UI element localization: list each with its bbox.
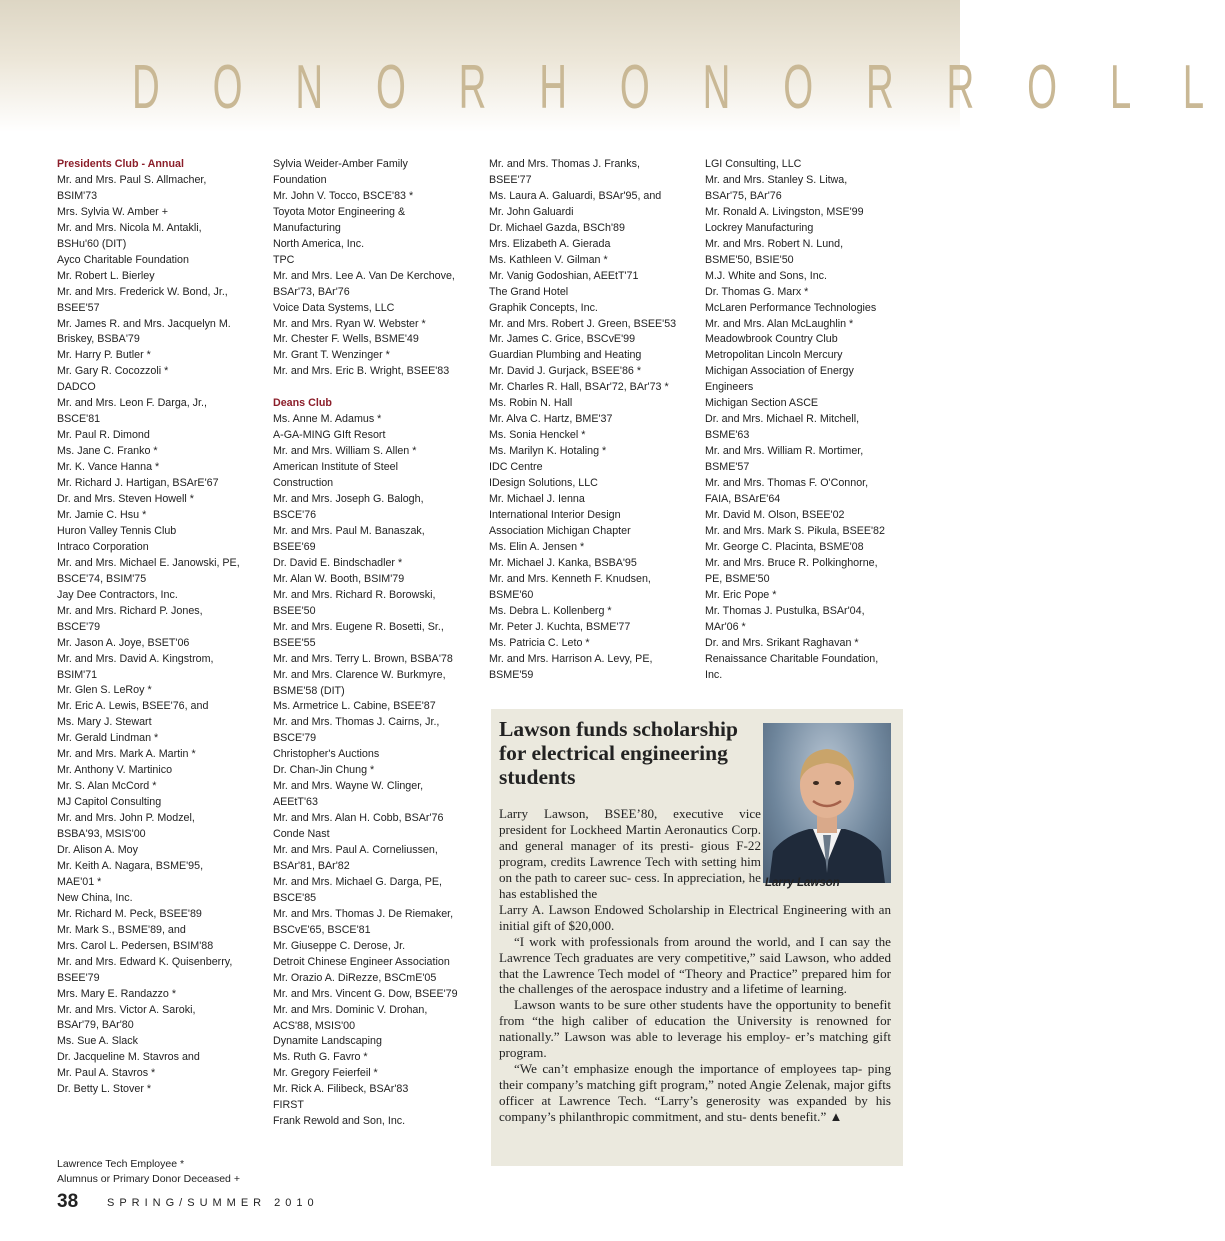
- donor-entry: Mr. and Mrs. Robert N. Lund,: [705, 237, 844, 250]
- donor-entry: Construction: [273, 477, 334, 490]
- donor-entry: Mr. and Mrs. Paul S. Allmacher,: [57, 173, 207, 186]
- donor-entry: Mr. K. Vance Hanna *: [57, 461, 160, 474]
- donor-entry: Inc.: [705, 668, 723, 681]
- donor-entry: Mr. Vanig Godoshian, AEEtT'71: [489, 269, 639, 282]
- donor-entry: Ms. Anne M. Adamus *: [273, 413, 382, 426]
- donor-entry: FAIA, BSArE'64: [705, 493, 781, 506]
- donor-entry: Mr. Paul A. Stavros *: [57, 1067, 156, 1080]
- donor-entry: Mr. and Mrs. Paul M. Banaszak,: [273, 524, 425, 537]
- donor-entry: BSCvE'65, BSCE'81: [273, 923, 371, 936]
- donor-entry: The Grand Hotel: [489, 285, 569, 298]
- donor-entry: Mrs. Mary E. Randazzo *: [57, 987, 177, 1000]
- donor-entry: Mr. Paul R. Dimond: [57, 429, 150, 442]
- donor-entry: Mr. Gary R. Cocozzoli *: [57, 365, 169, 378]
- donor-entry: Mr. Glen S. LeRoy *: [57, 684, 152, 697]
- donor-entry: IDesign Solutions, LLC: [489, 477, 598, 490]
- donor-entry: Mr. and Mrs. Lee A. Van De Kerchove,: [273, 269, 455, 282]
- donor-entry: Dr. Jacqueline M. Stavros and: [57, 1051, 200, 1064]
- donor-entry: BSEE'57: [57, 301, 100, 314]
- donor-entry: Mr. Eric A. Lewis, BSEE'76, and: [57, 700, 209, 713]
- donor-entry: Mr. Michael J. Kanka, BSBA'95: [489, 556, 637, 569]
- donor-entry: BSCE'76: [273, 509, 317, 522]
- donor-entry: Mr. and Mrs. Harrison A. Levy, PE,: [489, 652, 653, 665]
- symbol-legend: [57, 1157, 240, 1186]
- donor-entry: Mr. and Mrs. Dominic V. Drohan,: [273, 1003, 428, 1016]
- donor-entry: Mr. and Mrs. Alan McLaughlin *: [705, 317, 854, 330]
- donor-entry: Mr. Grant T. Wenzinger *: [273, 349, 390, 362]
- donor-entry: Mr. Richard J. Hartigan, BSArE'67: [57, 477, 219, 490]
- donor-entry: Lockrey Manufacturing: [705, 221, 814, 234]
- donor-entry: Detroit Chinese Engineer Association: [273, 955, 450, 968]
- article-paragraph: Lawson wants to be sure other students have the opportunity to benefit from “the high caliber of education the University is renowned for nationally.” Lawson was able to leverage his employ- er’s matching gift program.: [499, 997, 891, 1061]
- donor-entry: Mr. S. Alan McCord *: [57, 780, 157, 793]
- donor-entry: Mr. and Mrs. Mark S. Pikula, BSEE'82: [705, 524, 885, 537]
- donor-entry: Mr. and Mrs. Edward K. Quisenberry,: [57, 955, 233, 968]
- photo-caption: Larry Lawson: [765, 877, 840, 889]
- donor-entry: Mr. and Mrs. William S. Allen *: [273, 445, 417, 458]
- donor-entry: BSME'63: [705, 429, 750, 442]
- donor-column-2: [273, 157, 483, 1130]
- donor-entry: Mr. Gerald Lindman *: [57, 732, 159, 745]
- donor-entry: BSEE'55: [273, 636, 316, 649]
- donor-entry: BSCE'79: [273, 732, 317, 745]
- donor-entry: Dr. David E. Bindschadler *: [273, 556, 403, 569]
- donor-entry: Mr. and Mrs. Thomas J. Cairns, Jr.,: [273, 716, 440, 729]
- donor-entry: Mr. Jamie C. Hsu *: [57, 508, 147, 521]
- donor-entry: Mr. and Mrs. Victor A. Saroki,: [57, 1003, 196, 1016]
- donor-column-1: [57, 157, 267, 1098]
- donor-entry: Meadowbrook Country Club: [705, 333, 838, 346]
- donor-entry: Dr. Betty L. Stover *: [57, 1083, 152, 1096]
- donor-entry: Mr. and Mrs. William R. Mortimer,: [705, 445, 864, 458]
- donor-entry: Metropolitan Lincoln Mercury: [705, 349, 843, 362]
- donor-entry: Ms. Mary J. Stewart: [57, 716, 152, 729]
- donor-entry: Ayco Charitable Foundation: [57, 253, 189, 266]
- page-number: 38: [57, 1191, 79, 1212]
- donor-entry: MAE'01 *: [57, 875, 102, 888]
- sidebar-title: Lawson funds scholarship for electrical engineering students: [499, 717, 738, 789]
- donor-entry: Jay Dee Contractors, Inc.: [57, 588, 178, 601]
- donor-entry: Ms. Elin A. Jensen *: [489, 540, 585, 553]
- donor-entry: Ms. Marilyn K. Hotaling *: [489, 445, 607, 458]
- donor-entry: LGI Consulting, LLC: [705, 158, 802, 170]
- donor-entry: Mrs. Elizabeth A. Gierada: [489, 237, 611, 250]
- donor-entry: Dynamite Landscaping: [273, 1035, 382, 1048]
- donor-entry: Mr. Mark S., BSME'89, and: [57, 923, 186, 936]
- donor-entry: Mr. George C. Placinta, BSME'08: [705, 540, 864, 553]
- donor-entry: Conde Nast: [273, 828, 330, 841]
- donor-entry: Mr. and Mrs. Vincent G. Dow, BSEE'79: [273, 987, 458, 1000]
- donor-entry: BSME'58 (DIT): [273, 684, 345, 697]
- donor-entry: Guardian Plumbing and Heating: [489, 349, 642, 362]
- donor-entry: McLaren Performance Technologies: [705, 301, 877, 314]
- donor-entry: Mrs. Carol L. Pedersen, BSIM'88: [57, 939, 214, 952]
- donor-entry: Mr. and Mrs. Paul A. Corneliussen,: [273, 844, 438, 857]
- list-spacer: [273, 380, 483, 396]
- donor-entry: Mr. Charles R. Hall, BSAr'72, BAr'73 *: [489, 381, 669, 394]
- donor-entry: IDC Centre: [489, 461, 543, 474]
- donor-entry: Mr. and Mrs. Thomas J. De Riemaker,: [273, 907, 454, 920]
- article-paragraph: “We can’t emphasize enough the importance of employees tap- ping their company’s matching gift program,” noted Angie Zelenak, major gifts officer at Lawrence Tech. “Larry’s generosity was expanded by his company’s philanthropic commitment, and stu- dents benefit.” ▲: [499, 1061, 891, 1125]
- donor-entry: Mr. Chester F. Wells, BSME'49: [273, 333, 419, 346]
- donor-entry: Graphik Concepts, Inc.: [489, 301, 598, 314]
- donor-entry: Mr. and Mrs. Ryan W. Webster *: [273, 317, 426, 330]
- donor-entry: American Institute of Steel: [273, 461, 398, 474]
- donor-entry: Mr. James R. and Mrs. Jacquelyn M.: [57, 317, 231, 330]
- donor-entry: New China, Inc.: [57, 891, 133, 904]
- donor-entry: Mr. and Mrs. Alan H. Cobb, BSAr'76: [273, 812, 444, 825]
- donor-entry: Dr. and Mrs. Srikant Raghavan *: [705, 636, 859, 649]
- donor-entry: Mr. and Mrs. Richard R. Borowski,: [273, 588, 436, 601]
- donor-entry: BSCE'74, BSIM'75: [57, 572, 147, 585]
- donor-entry: Mr. and Mrs. Clarence W. Burkmyre,: [273, 668, 446, 681]
- donor-entry: BSEE'77: [489, 173, 532, 186]
- donor-entry: BSCE'85: [273, 891, 317, 904]
- donor-entry: Mr. Thomas J. Pustulka, BSAr'04,: [705, 604, 865, 617]
- donor-entry: Michigan Association of Energy: [705, 365, 854, 378]
- donor-entry: BSAr'81, BAr'82: [273, 859, 350, 872]
- donor-entry: Mr. Eric Pope *: [705, 588, 777, 601]
- article-body: [499, 806, 891, 1125]
- donor-entry: Ms. Armetrice L. Cabine, BSEE'87: [273, 700, 436, 713]
- donor-entry: Mr. and Mrs. Mark A. Martin *: [57, 748, 196, 761]
- donor-entry: Mr. and Mrs. Eric B. Wright, BSEE'83: [273, 365, 450, 378]
- donor-entry: Voice Data Systems, LLC: [273, 301, 395, 314]
- donor-entry: Mr. and Mrs. Leon F. Darga, Jr.,: [57, 397, 207, 410]
- donor-entry: Dr. and Mrs. Michael R. Mitchell,: [705, 413, 860, 426]
- donor-entry: Michigan Section ASCE: [705, 397, 819, 410]
- donor-entry: FIRST: [273, 1099, 304, 1112]
- donor-entry: Ms. Ruth G. Favro *: [273, 1051, 368, 1064]
- banner-title: D O N O R H O N O R R O L L: [132, 53, 1225, 122]
- donor-entry: Mr. and Mrs. Wayne W. Clinger,: [273, 780, 424, 793]
- legend-deceased: Alumnus or Primary Donor Deceased +: [57, 1172, 240, 1185]
- donor-entry: Mr. and Mrs. Bruce R. Polkinghorne,: [705, 556, 878, 569]
- donor-entry: Mr. and Mrs. Nicola M. Antakli,: [57, 221, 202, 234]
- donor-entry: M.J. White and Sons, Inc.: [705, 269, 827, 282]
- donor-entry: Dr. Alison A. Moy: [57, 843, 138, 856]
- donor-entry: BSEE'50: [273, 604, 316, 617]
- donor-entry: Christopher's Auctions: [273, 748, 380, 761]
- scholarship-sidebar: [491, 709, 903, 1166]
- donor-entry: Mr. John Galuardi: [489, 205, 574, 218]
- donor-entry: Huron Valley Tennis Club: [57, 524, 177, 537]
- donor-entry: Mr. Richard M. Peck, BSEE'89: [57, 907, 202, 920]
- donor-entry: AEEtT'63: [273, 796, 318, 809]
- donor-entry: Mr. Ronald A. Livingston, MSE'99: [705, 205, 864, 218]
- donor-column-3: [489, 157, 699, 683]
- donor-entry: BSIM'71: [57, 668, 98, 681]
- donor-entry: Mr. and Mrs. Michael G. Darga, PE,: [273, 875, 442, 888]
- donor-entry: BSAr'75, BAr'76: [705, 189, 782, 202]
- donor-entry: DADCO: [57, 381, 96, 394]
- donor-entry: BSBA'93, MSIS'00: [57, 828, 146, 841]
- donor-entry: BSCE'79: [57, 620, 101, 633]
- donor-entry: TPC: [273, 253, 295, 266]
- section-title: Presidents Club - Annual: [57, 158, 184, 170]
- donor-entry: North America, Inc.: [273, 237, 365, 250]
- donor-entry: Renaissance Charitable Foundation,: [705, 652, 879, 665]
- donor-entry: Dr. Thomas G. Marx *: [705, 285, 809, 298]
- donor-entry: Mr. and Mrs. John P. Modzel,: [57, 812, 195, 825]
- donor-entry: BSME'50, BSIE'50: [705, 253, 794, 266]
- donor-entry: Mr. Gregory Feierfeil *: [273, 1067, 378, 1080]
- donor-entry: MAr'06 *: [705, 620, 746, 633]
- article-paragraph: “I work with professionals from around the world, and I can say the Lawrence Tech graduates are very competitive,” said Lawson, who added that the Lawrence Tech model of “Theory and Practice” prepared him for the challenges of the aerospace industry and a lifetime of learning.: [499, 933, 891, 997]
- donor-entry: Sylvia Weider-Amber Family: [273, 158, 408, 170]
- donor-entry: Mr. Alva C. Hartz, BME'37: [489, 413, 613, 426]
- donor-entry: Mr. David M. Olson, BSEE'02: [705, 508, 845, 521]
- donor-entry: Mr. Jason A. Joye, BSET'06: [57, 636, 190, 649]
- donor-entry: Ms. Kathleen V. Gilman *: [489, 253, 608, 266]
- donor-entry: Mr. Keith A. Nagara, BSME'95,: [57, 859, 204, 872]
- donor-entry: BSIM'73: [57, 189, 98, 202]
- donor-entry: Dr. Chan-Jin Chung *: [273, 764, 375, 777]
- donor-entry: Mr. Alan W. Booth, BSIM'79: [273, 572, 405, 585]
- donor-entry: Mr. Rick A. Filibeck, BSAr'83: [273, 1083, 409, 1096]
- issue-label: SPRING/SUMMER 2010: [107, 1197, 319, 1209]
- donor-entry: Ms. Patricia C. Leto *: [489, 636, 590, 649]
- donor-entry: A-GA-MING GIft Resort: [273, 429, 386, 442]
- donor-entry: Manufacturing: [273, 221, 341, 234]
- donor-entry: Mr. and Mrs. Thomas F. O'Connor,: [705, 477, 869, 490]
- donor-entry: Mr. and Mrs. Terry L. Brown, BSBA'78: [273, 652, 453, 665]
- donor-entry: Mr. and Mrs. Thomas J. Franks,: [489, 158, 640, 170]
- donor-entry: Ms. Laura A. Galuardi, BSAr'95, and: [489, 189, 662, 202]
- banner: [0, 0, 1225, 132]
- donor-entry: Mr. and Mrs. Eugene R. Bosetti, Sr.,: [273, 620, 444, 633]
- donor-entry: Ms. Jane C. Franko *: [57, 445, 158, 458]
- donor-entry: Briskey, BSBA'79: [57, 333, 140, 346]
- donor-entry: Mr. and Mrs. Joseph G. Balogh,: [273, 493, 424, 506]
- donor-entry: Engineers: [705, 381, 754, 394]
- donor-entry: BSME'57: [705, 461, 750, 474]
- donor-entry: BSAr'79, BAr'80: [57, 1019, 134, 1032]
- donor-entry: Mr. and Mrs. Robert J. Green, BSEE'53: [489, 317, 677, 330]
- donor-entry: Mr. Giuseppe C. Derose, Jr.: [273, 939, 406, 952]
- donor-entry: Mr. and Mrs. Frederick W. Bond, Jr.,: [57, 285, 228, 298]
- donor-entry: Ms. Robin N. Hall: [489, 397, 573, 410]
- donor-entry: Foundation: [273, 173, 327, 186]
- section-title: Deans Club: [273, 397, 332, 410]
- donor-entry: MJ Capitol Consulting: [57, 796, 162, 809]
- donor-entry: Mrs. Sylvia W. Amber +: [57, 205, 168, 218]
- donor-entry: Dr. and Mrs. Steven Howell *: [57, 493, 194, 506]
- donor-entry: Ms. Sue A. Slack: [57, 1035, 138, 1048]
- donor-entry: Mr. Robert L. Bierley: [57, 269, 155, 282]
- donor-entry: Mr. Anthony V. Martinico: [57, 764, 173, 777]
- donor-entry: Mr. James C. Grice, BSCvE'99: [489, 333, 636, 346]
- donor-entry: Mr. Harry P. Butler *: [57, 349, 151, 362]
- donor-entry: Mr. Orazio A. DiRezze, BSCmE'05: [273, 971, 437, 984]
- donor-entry: BSAr'73, BAr'76: [273, 285, 350, 298]
- donor-entry: Mr. and Mrs. Kenneth F. Knudsen,: [489, 572, 651, 585]
- donor-entry: Dr. Michael Gazda, BSCh'89: [489, 221, 625, 234]
- donor-entry: Ms. Sonia Henckel *: [489, 429, 586, 442]
- donor-entry: Mr. David J. Gurjack, BSEE'86 *: [489, 365, 642, 378]
- donor-entry: ACS'88, MSIS'00: [273, 1019, 356, 1032]
- donor-entry: International Interior Design: [489, 508, 621, 521]
- donor-entry: BSME'60: [489, 588, 534, 601]
- donor-entry: BSHu'60 (DIT): [57, 237, 127, 250]
- donor-entry: Mr. and Mrs. Stanley S. Litwa,: [705, 173, 848, 186]
- donor-entry: Mr. Michael J. Ienna: [489, 493, 585, 506]
- donor-entry: Intraco Corporation: [57, 540, 149, 553]
- donor-entry: Association Michigan Chapter: [489, 524, 631, 537]
- donor-entry: BSME'59: [489, 668, 534, 681]
- donor-entry: BSCE'81: [57, 413, 101, 426]
- article-paragraph: Larry A. Lawson Endowed Scholarship in Electrical Engineering with an initial gift of $20,000.: [499, 901, 891, 933]
- donor-entry: Mr. John V. Tocco, BSCE'83 *: [273, 189, 414, 202]
- donor-column-4: [705, 157, 915, 683]
- donor-entry: Mr. and Mrs. Michael E. Janowski, PE,: [57, 556, 240, 569]
- legend-employee: Lawrence Tech Employee *: [57, 1158, 185, 1170]
- donor-entry: BSEE'79: [57, 971, 100, 984]
- article-paragraph: Larry Lawson, BSEE’80, executive vice president for Lockheed Martin Aeronautics Corp. and general manager of its presti- gious F-22 program, credits Lawrence Tech with setting him on the path to career suc- cess. In appreciation, he has established the: [499, 806, 761, 901]
- donor-entry: Frank Rewold and Son, Inc.: [273, 1115, 406, 1128]
- donor-entry: Ms. Debra L. Kollenberg *: [489, 604, 612, 617]
- donor-entry: BSEE'69: [273, 540, 316, 553]
- donor-entry: Mr. and Mrs. Richard P. Jones,: [57, 604, 203, 617]
- donor-entry: Mr. and Mrs. David A. Kingstrom,: [57, 652, 214, 665]
- donor-entry: PE, BSME'50: [705, 572, 770, 585]
- donor-entry: Toyota Motor Engineering &: [273, 205, 406, 218]
- donor-entry: Mr. Peter J. Kuchta, BSME'77: [489, 620, 631, 633]
